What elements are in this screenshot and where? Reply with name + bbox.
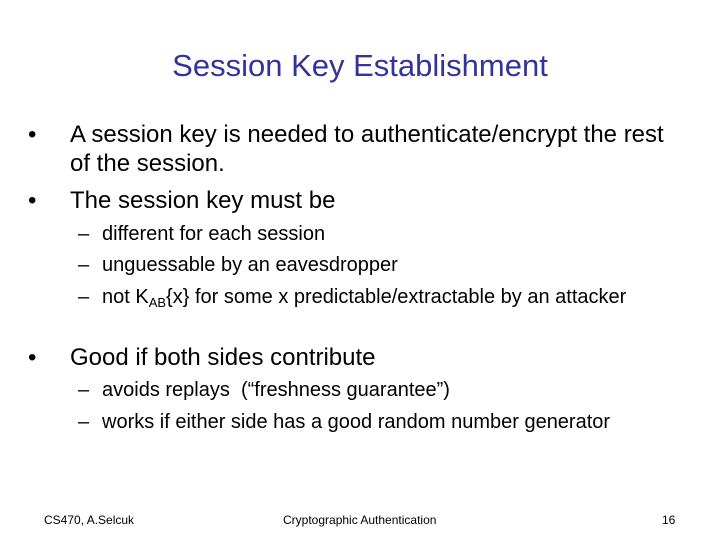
- page-number: 16: [662, 513, 676, 527]
- dash-marker: –: [78, 254, 90, 276]
- bullet-marker: •: [28, 121, 37, 148]
- sub-bullet-text: unguessable by an eavesdropper: [102, 254, 398, 276]
- key-subscript: AB: [148, 295, 167, 310]
- sub-bullet-prefix: not K: [102, 286, 149, 308]
- sub-bullet-text: avoids replays (“freshness guarantee”): [102, 379, 450, 401]
- bullet-text: A session key is needed to authenticate/encrypt the rest of the session.: [70, 121, 664, 177]
- dash-marker: –: [78, 411, 90, 433]
- sub-bullet-text: [102, 285, 662, 310]
- dash-marker: –: [78, 223, 90, 245]
- dash-marker: –: [78, 379, 90, 401]
- bullet-text: The session key must be: [70, 187, 336, 214]
- bullet-marker: •: [28, 344, 37, 371]
- footer-center: Cryptographic Authentication: [283, 513, 437, 527]
- footer-left: CS470, A.Selcuk: [44, 513, 135, 527]
- dash-marker: –: [78, 286, 90, 308]
- bullet-text: Good if both sides contribute: [70, 344, 376, 371]
- slide-title: Session Key Establishment: [172, 48, 548, 83]
- bullet-marker: •: [28, 187, 37, 214]
- sub-bullet-text: different for each session: [102, 223, 326, 245]
- sub-bullet-text: works if either side has a good random number generator: [102, 411, 611, 433]
- sub-bullet-suffix: {x} for some x predictable/extractable by an attacker: [166, 286, 627, 308]
